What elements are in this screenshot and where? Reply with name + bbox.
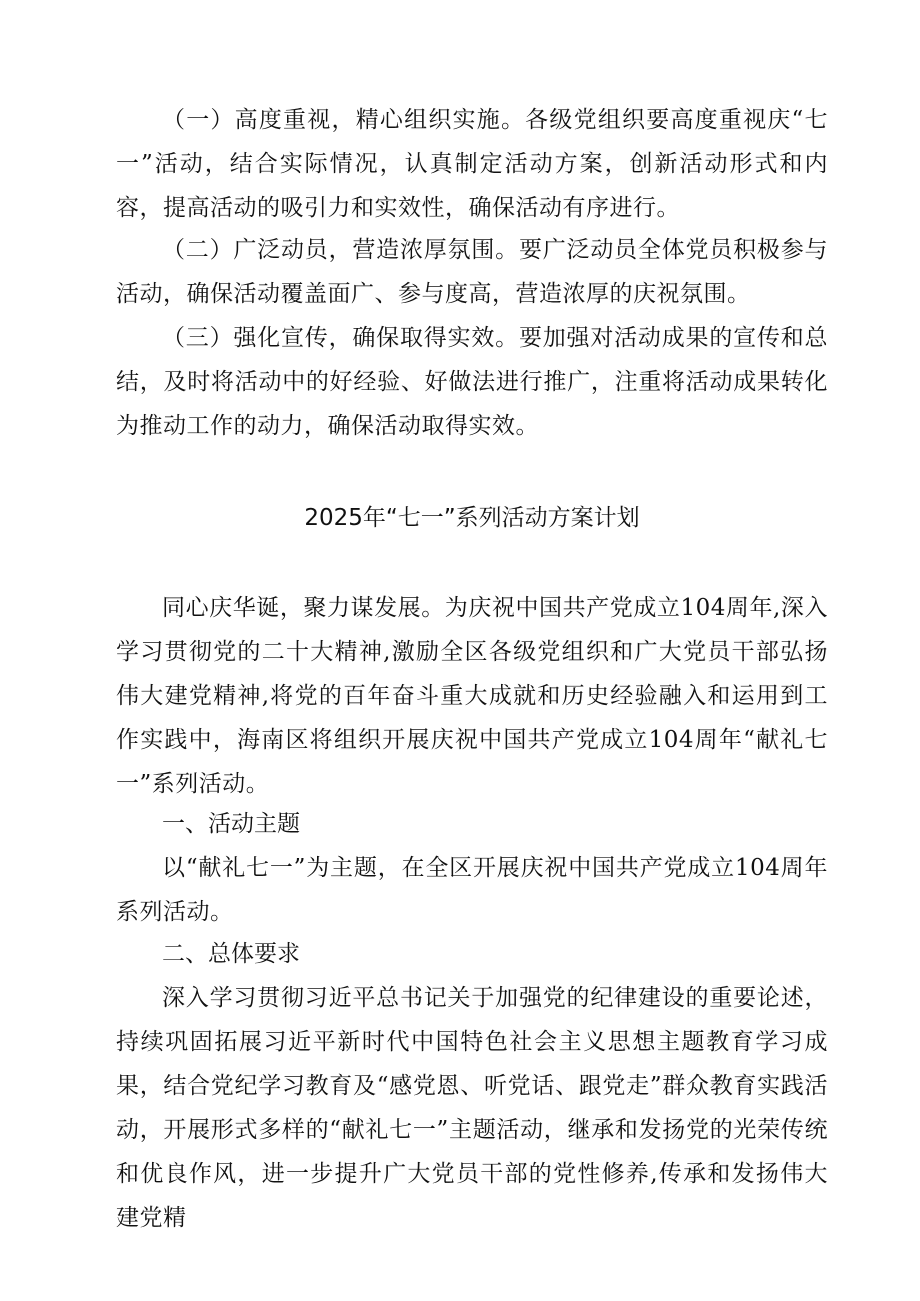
- section-heading-requirements: 二、总体要求: [162, 941, 300, 967]
- paragraph-mobilize: （二）广泛动员，营造浓厚氛围。要广泛动员全体党员积极参与活动，确保活动覆盖面广、参与度高，营造浓厚的庆祝氛围。: [116, 237, 828, 307]
- paragraph-intro: 同心庆华诞，聚力谋发展。为庆祝中国共产党成立104周年,深入学习贯彻党的二十大精神,激励全区各级党组织和广大党员干部弘扬伟大建党精神,将党的百年奋斗重大成就和历史经验融入和运用到工作实践中，海南区将组织开展庆祝中国共产党成立104周年“献礼七一”系列活动。: [116, 595, 828, 797]
- paragraph-organize: （一）高度重视，精心组织实施。各级党组织要高度重视庆“七一”活动，结合实际情况，认真制定活动方案，创新活动形式和内容，提高活动的吸引力和实效性，确保活动有序进行。: [116, 107, 828, 221]
- document-title: 2025年“七一”系列活动方案计划: [304, 505, 640, 531]
- paragraph-requirements: 深入学习贯彻习近平总书记关于加强党的纪律建设的重要论述，持续巩固拓展习近平新时代中国特色社会主义思想主题教育学习成果，结合党纪学习教育及“感党恩、听党话、跟党走”群众教育实践活动，开展形式多样的“献礼七一”主题活动，继承和发扬党的光荣传统和优良作风，进一步提升广大党员干部的党性修养,传承和发扬伟大建党精: [116, 985, 828, 1231]
- paragraph-publicity: （三）强化宣传，确保取得实效。要加强对活动成果的宣传和总结，及时将活动中的好经验、好做法进行推广，注重将活动成果转化为推动工作的动力，确保活动取得实效。: [116, 325, 828, 439]
- section-heading-theme: 一、活动主题: [162, 811, 300, 837]
- paragraph-theme: 以“献礼七一”为主题，在全区开展庆祝中国共产党成立104周年系列活动。: [116, 855, 828, 925]
